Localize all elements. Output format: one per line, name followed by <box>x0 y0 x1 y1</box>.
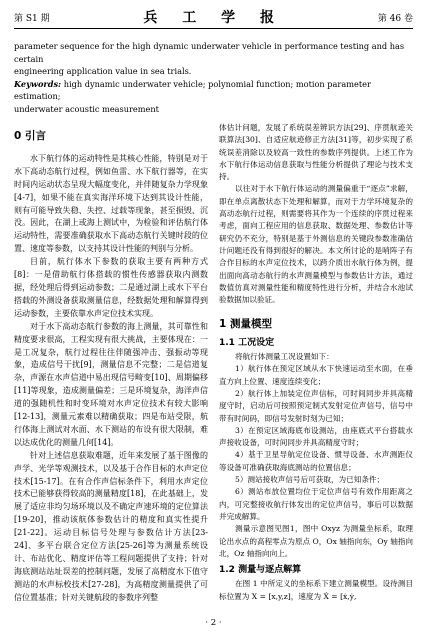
subsection-heading-measurement: 1.2 测量与逐点解算 <box>219 565 302 576</box>
abstract-line: parameter sequence for the high dynamic underwater vehicle in performance testing and has certain <box>14 41 405 64</box>
keywords-text: high dynamic underwater vehicle; polynomial function; motion parameter estimation; <box>14 78 371 101</box>
paragraph: 测量示意图见图1，图中 Oxyz 为测量坐标系，取理论出水点的高程零点为原点 O，Ox 轴指向东，Oy 轴指向北，Oz 轴指向向上。 <box>219 524 413 558</box>
abstract-line: engineering application value in sea trials. <box>14 66 192 76</box>
paragraph: 将航行体测量工况设置如下： <box>235 352 334 362</box>
condition-item: 2）航行体上加装定位声信标，可时间同步并具高精度守时，启动后可按照预定制式发射定位声信号，信号中带有时间码，即信号发射时刻为已知； <box>219 388 413 423</box>
paragraph: 体估计问题，发展了系统误差辨识方法[29]、序贯航迹关联算法[30]、自适应航迹修正方法[31]等，初步实现了系统误差消除以及较高一致性的参数序列提供。上述工作为水下航行体运动信息获取与性能分析提供了理论与技术支持。 <box>219 123 413 182</box>
condition-item: 3）在预定区域海底布设测站，由座底式平台搭载水声接收设备，可时间同步并具高精度守时； <box>219 425 413 448</box>
subsection-heading-conditions: 1.1 工况设定 <box>219 337 275 348</box>
section-heading-introduction: 0 引言 <box>14 130 46 142</box>
page-number: · 2 · <box>205 618 222 628</box>
paragraph: 在图 1 中所定义的坐标系下建立测量模型。设待测目标位置为 X = [x,y,z]，速度为 Ẋ = [ẋ,ẏ, <box>219 579 413 601</box>
section-heading-measurement-model: 1 测量模型 <box>219 318 272 331</box>
condition-item: 6）测站布放位置均位于定位声信号有效作用距离之内，可完整接收航行体发出的定位声信号，事后可以数据并完成解算。 <box>219 487 413 521</box>
right-column <box>219 122 413 603</box>
paragraph: 水下航行体的运动特性是其核心性能，特别是对于水下高动态航行过程，例如鱼雷、水下航行器等，在实时间内运动状态呈现大幅度变化，并伴随复杂力学现象[4-7]，如果不能在真实海洋环境下达到其设计性能，则有可能导致失稳、失控、过载等现象，甚至损毁、沉没。因此，在湖上或海上测试中，为检验和评估航行体运动特性，需要准确获取水下高动态航行关键时段的位置、速度等参数，以支持其设计性能的判别与分析。 <box>14 153 208 254</box>
condition-item: 5）测站接收声信号后可获取，为已知条件； <box>235 475 385 485</box>
journal-title: 兵 工 学 报 <box>143 10 285 26</box>
english-abstract <box>14 40 414 115</box>
volume-number: 第 46 卷 <box>377 13 413 24</box>
running-header <box>14 6 413 29</box>
keywords-label: Keywords: <box>14 78 62 89</box>
keywords <box>14 78 414 103</box>
keywords-continued: underwater acoustic measurement <box>14 103 159 114</box>
paragraph: 目前，航行体水下参数的获取主要有两种方式[8]：一是借助航行体搭载的惯性传感器获取内测数据，经处理后得到运动参数；二是通过湖上或水下平台搭载的外测设备获取测量信息，经数据处理和解算得到运动参数，主要依靠水声定位技术实现。 <box>14 257 208 318</box>
paragraph: 对于水下高动态航行参数的海上测量，其可靠性和精度要求很高，工程实现有很大挑战，主要体现在：一是工况复杂，航行过程往往伴随强冲击、强振动等现象，造成信号干扰[9]，测量信息不完整；二是信道复杂，声源在水声信道中易出现信号畸变[10]、周期偏移[11]等现象，造成测量偏差；三是环境复杂，海洋声信道的强随机性和时变环境对水声定位技术有较大影响[12-13]，测量元素难以精确获取；四是布站受限，航行体海上测试对水面、水下测站的布设有很大限制，难以达成优化的测量几何[14]。 <box>14 321 208 447</box>
left-column <box>14 112 208 605</box>
paragraph: 以往对于水下航行体运动的测量偏重于“逐点”求解，即在单点离散状态下处理和解算，而对于力学环境复杂的高动态航行过程，则需要将其作为一个连续的序贯过程来考虑，面向工程应用的信息获取、数据处理、参数估计等研究仍不充分，特别是基于外测信息的关键段参数准确估计问题还没有得到很好的解决。本文所讨论的是哨阵子有合作目标的水声定位技术，以跨介质出水航行体为例，提出面向高动态航行的水声测量模型与参数估计方法，通过数值仿真对测量性能和精度特性进行分析，并结合水池试验数据加以验证。 <box>219 184 413 305</box>
condition-item: 4）基于卫星导航定位设备、惯导设备、水声测距仪等设备可准确获取海底测站的位置信息； <box>219 450 413 472</box>
condition-item: 1）航行体在预定区域从水下快速运动至水面，在垂直方向上位置、速度连续变化； <box>219 364 413 386</box>
issue-number: 第 S1 期 <box>14 13 50 24</box>
paragraph: 针对上述信息获取难题，近年来发展了基于图像的声学、光学等观测技术，以及基于合作目标的水声定位技术[15-17]。在有合作声信标条件下，利用水声定位技术已能够获得较高的测量精度[18]，在此基础上，发展了适应非均匀场环境以及不确定声速环境的定位算法[19-20]，推动该航体参数估计的精度和真实性提升[21-22]。运动目标信号处理与参数估计方法[23-24]、多平台联合定位方法[25-26]等为测量系统设计、布站优化、精度评估等工程问题提供了支持；针对海底测站站址误差的控制问题，发展了高精度水下值守测站的水声标校技术[27-28]，为高精度测量提供了可信位置基准；针对关键航段的参数序列整 <box>14 450 208 602</box>
